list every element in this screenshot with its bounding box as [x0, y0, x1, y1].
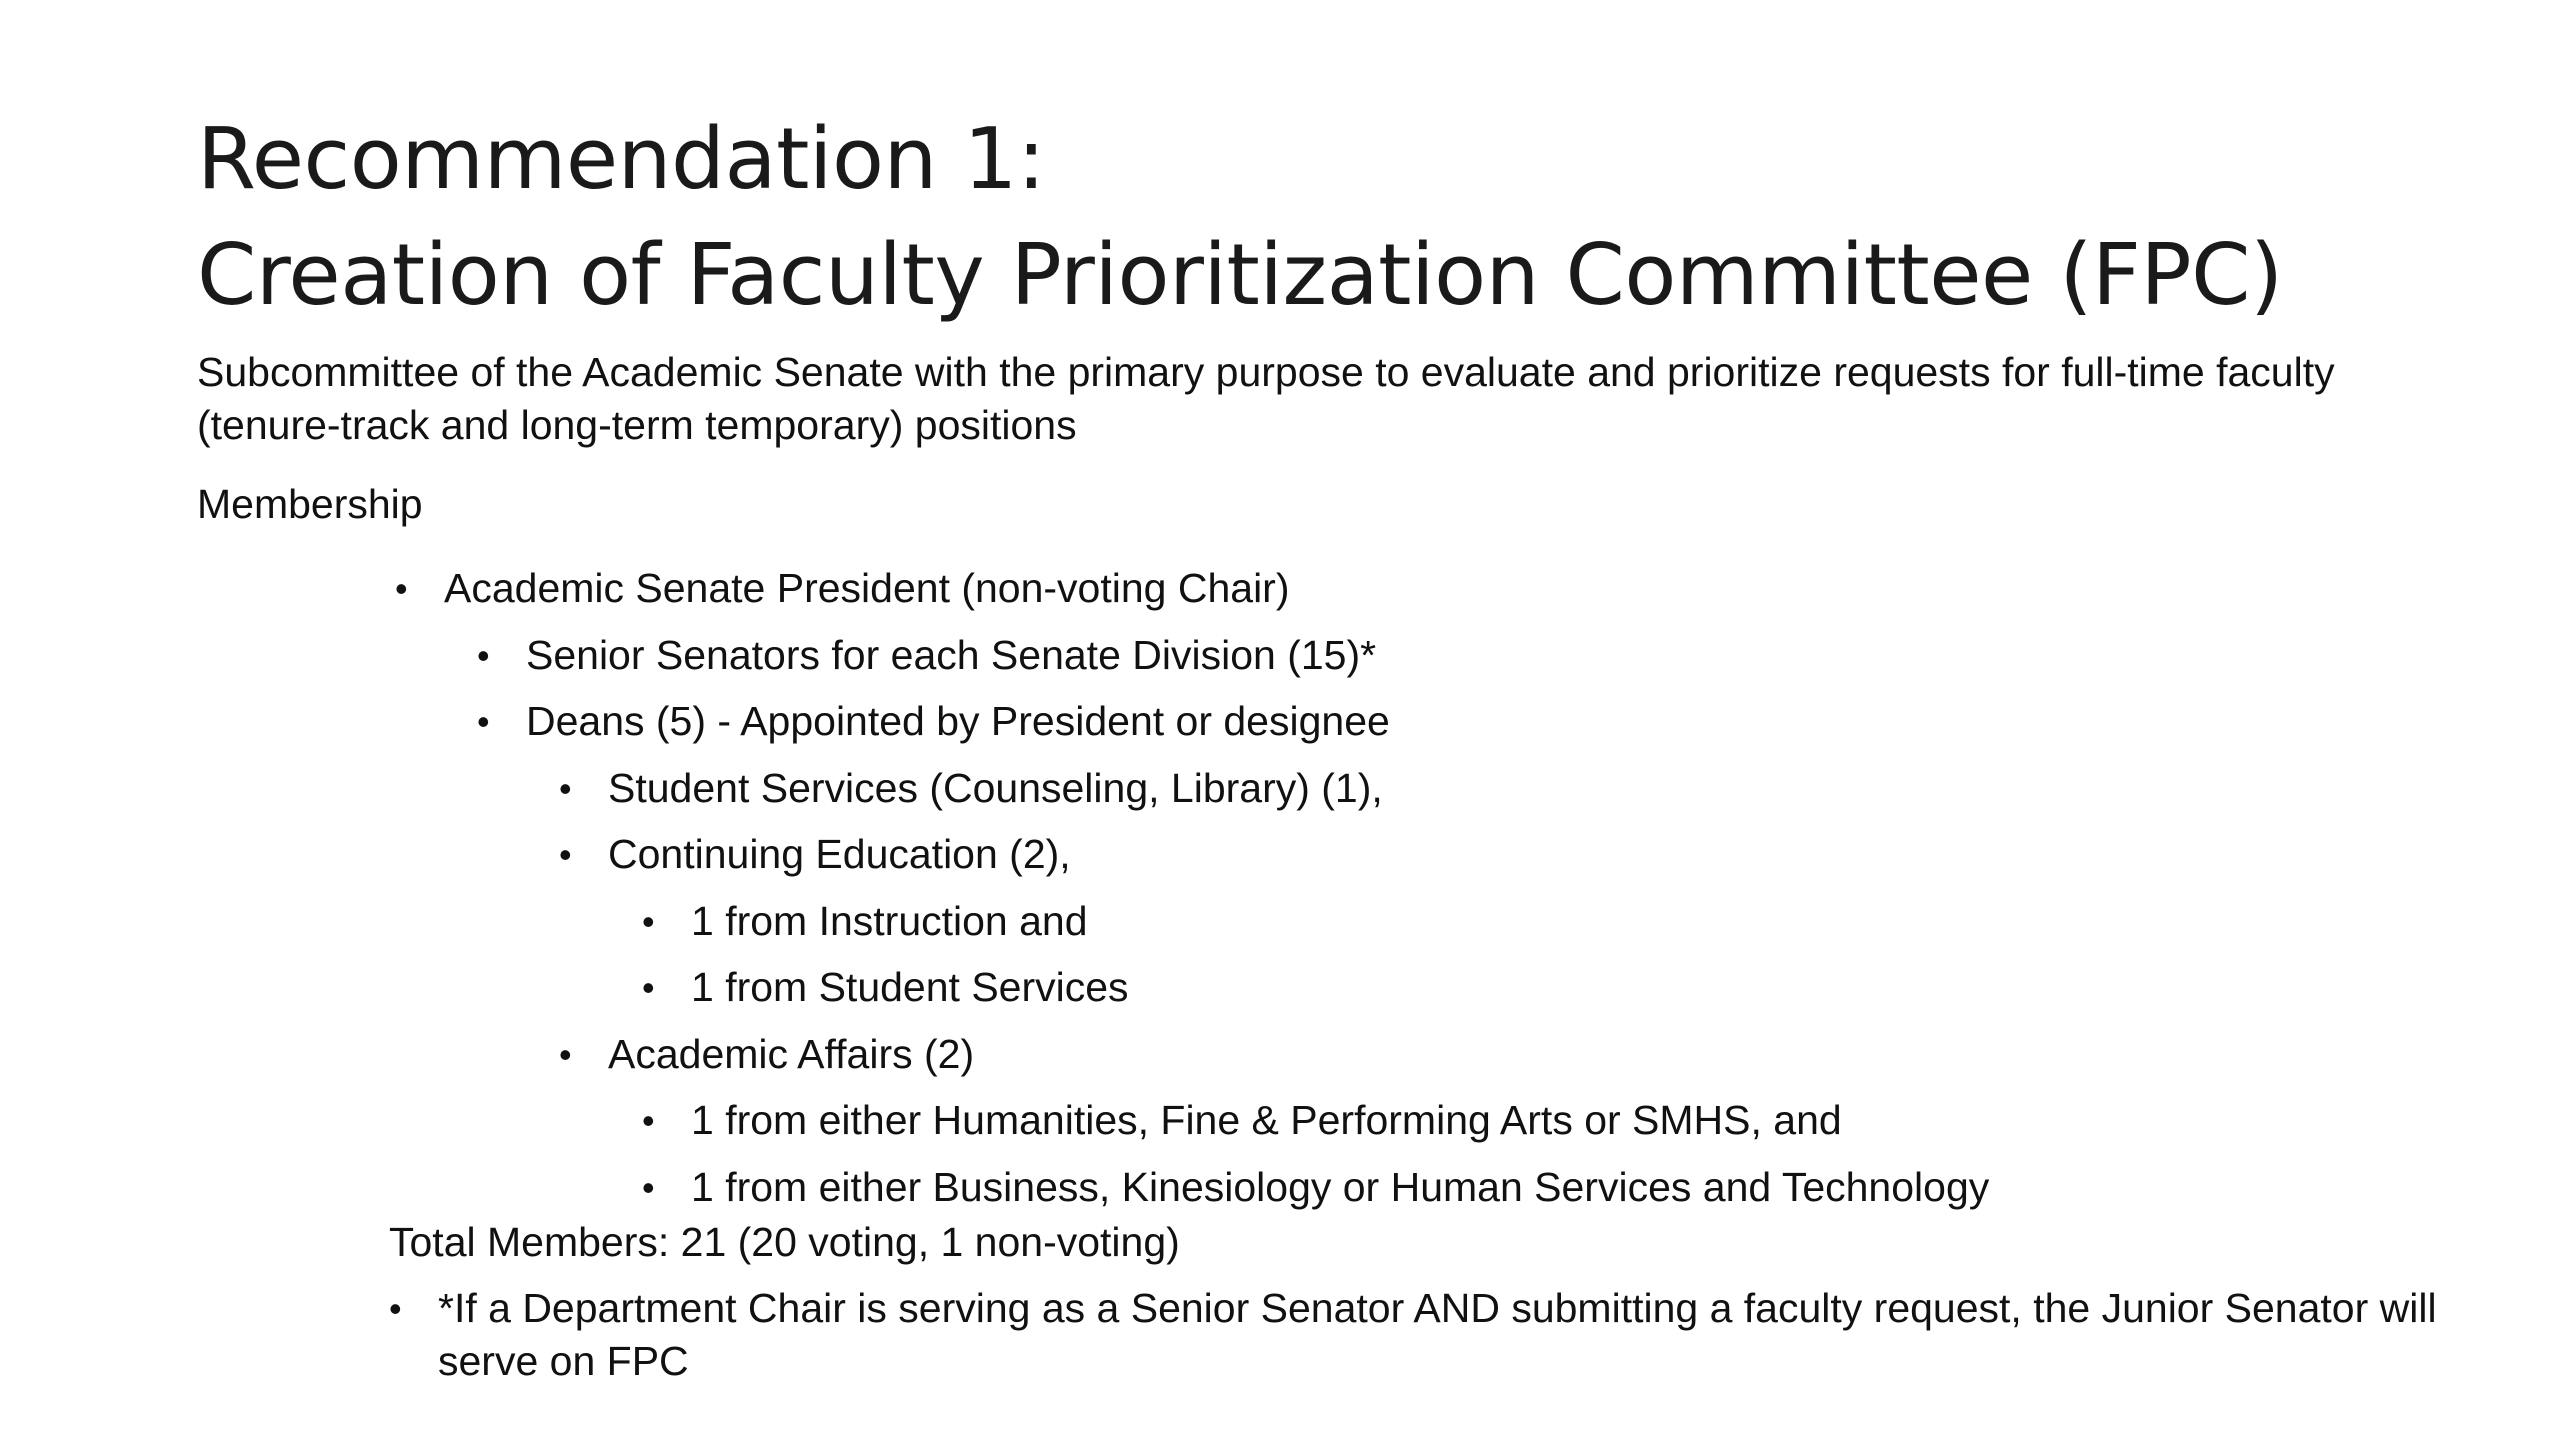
- list-item-text: 1 from either Humanities, Fine & Performing Arts or SMHS, and: [691, 1097, 1842, 1143]
- slide-subtitle: Subcommittee of the Academic Senate with the primary purpose to evaluate and prioritize requests for full-time faculty (tenure-track and long-term temporary) positions: [197, 349, 2335, 448]
- list-item-text: 1 from either Business, Kinesiology or Human Services and Technology: [691, 1163, 1990, 1210]
- total-members: Total Members: 21 (20 voting, 1 non-voting): [389, 1219, 1180, 1265]
- title-line-1: Recommendation 1:: [197, 110, 1046, 209]
- bullet-icon: •: [477, 701, 490, 742]
- bullet-icon: •: [559, 1033, 572, 1075]
- bullet-icon: •: [642, 967, 655, 1008]
- bullet-icon: •: [559, 834, 572, 875]
- bullet-icon: •: [477, 634, 490, 676]
- list-item-text: Senior Senators for each Senate Division (15)*: [526, 631, 1377, 678]
- list-item-text: Continuing Education (2),: [608, 831, 1071, 877]
- list-item-text: Deans (5) - Appointed by President or designee: [526, 698, 1390, 744]
- bullet-icon: •: [642, 1100, 655, 1141]
- membership-heading: Membership: [197, 481, 423, 527]
- footnote-text: *If a Department Chair is serving as a Senior Senator AND submitting a faculty request, the Junior Senator will serve on FPC: [438, 1285, 2437, 1384]
- bullet-icon: •: [389, 1288, 402, 1329]
- bullet-icon: •: [395, 568, 408, 609]
- list-item-text: Academic Affairs (2): [608, 1030, 975, 1077]
- bullet-icon: •: [559, 767, 572, 809]
- title-line-2: Creation of Faculty Prioritization Committee (FPC): [197, 226, 2283, 325]
- list-item-text: 1 from Instruction and: [691, 897, 1088, 944]
- bullet-icon: •: [642, 1166, 655, 1208]
- list-item-text: Student Services (Counseling, Library) (1),: [608, 764, 1383, 811]
- bullet-icon: •: [642, 900, 655, 942]
- list-item-text: Academic Senate President (non-voting Chair): [444, 565, 1290, 611]
- list-item-text: 1 from Student Services: [691, 964, 1129, 1010]
- slide-title: [197, 102, 2497, 334]
